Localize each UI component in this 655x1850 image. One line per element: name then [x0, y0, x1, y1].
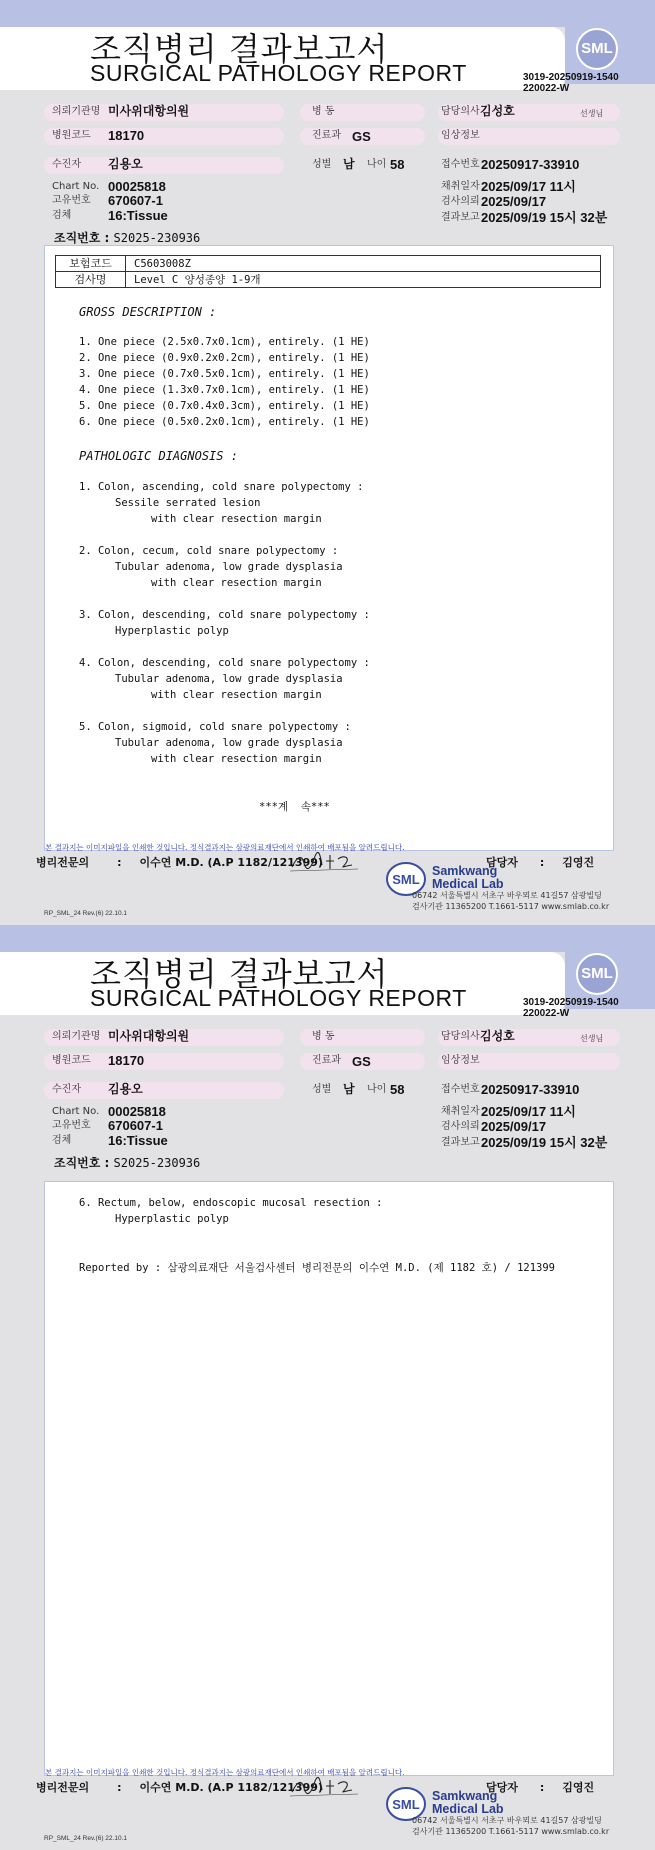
collect-label: 채취일자: [441, 1106, 480, 1117]
header-band: [0, 0, 655, 27]
age-value: 58: [390, 1082, 405, 1097]
test-name-value: Level C 양성종양 1-9개: [126, 272, 601, 288]
diagnosis-line: 6. Rectum, below, endoscopic mucosal resection :: [79, 1197, 383, 1209]
print-notice: 본 결과지는 이미지파일을 인쇄한 것입니다. 정식결과지는 삼광의료재단에서 인쇄하여 배포됨을 알려드립니다.: [45, 1768, 405, 1777]
pathologist-row: [36, 854, 323, 870]
institution-label: 의뢰기관명: [52, 106, 101, 117]
hospital-code-label: 병원코드: [52, 130, 91, 141]
specimen-value: 16:Tissue: [108, 1133, 168, 1148]
diagnosis-line: 5. Colon, sigmoid, cold snare polypectomy :: [79, 721, 351, 733]
lab-address: [412, 1815, 609, 1837]
diagnosis-line: with clear resection margin: [151, 577, 322, 589]
insurance-code-label: 보험코드: [56, 256, 126, 272]
unique-value: 670607-1: [108, 1118, 163, 1133]
hospital-code-label: 병원코드: [52, 1055, 91, 1066]
table-row: [56, 256, 601, 272]
diagnosis-line: Tubular adenoma, low grade dysplasia: [115, 561, 343, 573]
request-label: 검사의뢰: [441, 1121, 480, 1132]
report-id: [523, 997, 619, 1019]
report-page-2: [0, 925, 655, 1850]
doctor-label: 담당의사: [441, 106, 480, 117]
chart-value: 00025818: [108, 179, 166, 194]
pathologist-value: 이수연 M.D. (A.P 1182/121399): [139, 856, 323, 869]
dept-value: GS: [352, 1054, 371, 1069]
dept-label: 진료과: [312, 1055, 341, 1066]
pathologist-value: 이수연 M.D. (A.P 1182/121399): [139, 1781, 323, 1794]
sex-value: 남: [343, 157, 355, 171]
recipient-label: 수진자: [52, 1084, 81, 1095]
diagnosis-line: with clear resection margin: [151, 689, 322, 701]
clinical-label: 임상정보: [441, 130, 480, 141]
request-value: 2025/09/17: [481, 1119, 547, 1134]
collect-value: 2025/09/17 11시: [481, 179, 576, 194]
manager-value: 김영진: [562, 1781, 595, 1794]
doctor-value: 김성호: [480, 104, 515, 118]
manager-label: 담당자: [486, 856, 518, 869]
gross-title: GROSS DESCRIPTION :: [79, 305, 217, 319]
lab-name-line-1: Samkwang: [432, 864, 498, 878]
receipt-label: 접수번호: [441, 1084, 480, 1095]
dept-value: GS: [352, 129, 371, 144]
dept-label: 진료과: [312, 130, 341, 141]
sex-value: 남: [343, 1082, 355, 1096]
recipient-value: 김용오: [108, 157, 143, 171]
recipient-value: 김용오: [108, 1082, 143, 1096]
signature-icon: [288, 849, 360, 875]
header-band: [0, 925, 655, 952]
lab-address: [412, 890, 609, 912]
lab-name-line-2: Medical Lab: [432, 877, 504, 891]
lab-name: [432, 865, 504, 891]
collect-label: 채취일자: [441, 181, 480, 192]
pathologist-label: 병리전문의: [36, 1781, 90, 1794]
reported-by: Reported by : 삼광의료재단 서울검사센터 병리전문의 이수연 M.D. (제 1182 호) / 121399: [79, 1262, 556, 1274]
pathologist-label: 병리전문의: [36, 856, 90, 869]
report-id-line-2: 220022-W: [523, 1008, 570, 1019]
tissue-number: [54, 229, 200, 246]
request-value: 2025/09/17: [481, 194, 547, 209]
title-english: SURGICAL PATHOLOGY REPORT: [90, 985, 467, 1011]
specimen-label: 검체: [52, 1135, 72, 1146]
insurance-table: [55, 255, 601, 288]
age-value: 58: [390, 157, 405, 172]
gross-item: 4. One piece (1.3x0.7x0.1cm), entirely. (1 HE): [79, 384, 370, 396]
institution-value: 미사위대항의원: [108, 104, 190, 118]
unique-label: 고유번호: [52, 195, 91, 206]
sml-logo-icon: SML: [576, 953, 618, 995]
lab-name: [432, 1790, 504, 1816]
pathologist-row: [36, 1779, 323, 1795]
manager-colon: :: [539, 856, 545, 869]
report-id-line-1: 3019-20250919-1540: [523, 72, 619, 83]
lab-logo-text: SML: [392, 1797, 420, 1812]
report-id-line-1: 3019-20250919-1540: [523, 997, 619, 1008]
manager-label: 담당자: [486, 1781, 518, 1794]
diagnosis-line: Sessile serrated lesion: [115, 497, 261, 509]
content-area: [44, 1181, 614, 1701]
institution-label: 의뢰기관명: [52, 1031, 101, 1042]
chart-label: Chart No.: [52, 1106, 100, 1117]
pathologist-colon: :: [117, 1781, 122, 1794]
unique-value: 670607-1: [108, 193, 163, 208]
tissue-number-value: S2025-230936: [113, 231, 201, 245]
receipt-value: 20250917-33910: [481, 157, 580, 172]
gross-item: 6. One piece (0.5x0.2x0.1cm), entirely. (1 HE): [79, 416, 370, 428]
title-english: SURGICAL PATHOLOGY REPORT: [90, 60, 467, 86]
diagnosis-line: Tubular adenoma, low grade dysplasia: [115, 673, 343, 685]
lab-name-line-2: Medical Lab: [432, 1802, 504, 1816]
specimen-value: 16:Tissue: [108, 208, 168, 223]
tissue-number: [54, 1154, 200, 1171]
doctor-suffix: 선생님: [580, 109, 604, 118]
sml-logo-icon: SML: [576, 28, 618, 70]
gross-item: 5. One piece (0.7x0.4x0.3cm), entirely. (1 HE): [79, 400, 370, 412]
ward-label: 병 동: [312, 106, 335, 117]
insurance-code-value: C5603008Z: [126, 256, 601, 272]
doctor-label: 담당의사: [441, 1031, 480, 1042]
collect-value: 2025/09/17 11시: [481, 1104, 576, 1119]
manager-colon: :: [539, 1781, 545, 1794]
result-value: 2025/09/19 15시 32분: [481, 1135, 608, 1150]
report-id: [523, 72, 619, 94]
print-notice: 본 결과지는 이미지파일을 인쇄한 것입니다. 정식결과지는 삼광의료재단에서 인쇄하여 배포됨을 알려드립니다.: [45, 843, 405, 852]
sex-label: 성별: [312, 1084, 332, 1095]
chart-value: 00025818: [108, 1104, 166, 1119]
tissue-number-value: S2025-230936: [113, 1156, 201, 1170]
institution-value: 미사위대항의원: [108, 1029, 190, 1043]
sex-label: 성별: [312, 159, 332, 170]
clinical-label: 임상정보: [441, 1055, 480, 1066]
tissue-number-label: 조직번호 :: [54, 231, 110, 245]
form-code: RP_SML_24 Rev.(6) 22.10.1: [44, 1835, 127, 1842]
signature-icon: [288, 1774, 360, 1800]
result-label: 결과보고: [441, 212, 480, 223]
title-korean: 조직병리 결과보고서: [90, 30, 389, 68]
unique-label: 고유번호: [52, 1120, 91, 1131]
manager-value: 김영진: [562, 856, 595, 869]
doctor-value: 김성호: [480, 1029, 515, 1043]
content-area-lower: [44, 1700, 614, 1776]
ward-label: 병 동: [312, 1031, 335, 1042]
lab-address-line-1: 06742 서울특별시 서초구 바우뫼로 41길57 삼광빌딩: [412, 891, 602, 900]
report-id-line-2: 220022-W: [523, 83, 570, 94]
recipient-label: 수진자: [52, 159, 81, 170]
result-label: 결과보고: [441, 1137, 480, 1148]
hospital-code-value: 18170: [108, 128, 145, 143]
lab-address-line-2: 검사기관 11365200 T.1661-5117 www.smlab.co.kr: [412, 1827, 610, 1836]
gross-item: 2. One piece (0.9x0.2x0.2cm), entirely. (1 HE): [79, 352, 370, 364]
gross-item: 1. One piece (2.5x0.7x0.1cm), entirely. (1 HE): [79, 336, 370, 348]
diagnosis-title: PATHOLOGIC DIAGNOSIS :: [79, 449, 238, 463]
result-value: 2025/09/19 15시 32분: [481, 210, 608, 225]
hospital-code-value: 18170: [108, 1053, 145, 1068]
lab-address-line-2: 검사기관 11365200 T.1661-5117 www.smlab.co.kr: [412, 902, 610, 911]
receipt-value: 20250917-33910: [481, 1082, 580, 1097]
receipt-label: 접수번호: [441, 159, 480, 170]
test-name-label: 검사명: [56, 272, 126, 288]
table-row: [56, 272, 601, 288]
diagnosis-line: Hyperplastic polyp: [115, 1213, 229, 1225]
lab-name-line-1: Samkwang: [432, 1789, 498, 1803]
diagnosis-line: with clear resection margin: [151, 753, 322, 765]
doctor-suffix: 선생님: [580, 1034, 604, 1043]
continued-marker: ***계 속***: [259, 801, 330, 813]
lab-address-line-1: 06742 서울특별시 서초구 바우뫼로 41길57 삼광빌딩: [412, 1816, 602, 1825]
diagnosis-line: 1. Colon, ascending, cold snare polypectomy :: [79, 481, 364, 493]
gross-item: 3. One piece (0.7x0.5x0.1cm), entirely. (1 HE): [79, 368, 370, 380]
pathologist-colon: :: [117, 856, 122, 869]
tissue-number-label: 조직번호 :: [54, 1156, 110, 1170]
age-label: 나이: [367, 1084, 387, 1095]
specimen-label: 검체: [52, 210, 72, 221]
form-code: RP_SML_24 Rev.(6) 22.10.1: [44, 910, 127, 917]
chart-label: Chart No.: [52, 181, 100, 192]
diagnosis-line: 4. Colon, descending, cold snare polypectomy :: [79, 657, 370, 669]
title-korean: 조직병리 결과보고서: [90, 955, 389, 993]
request-label: 검사의뢰: [441, 196, 480, 207]
diagnosis-line: Tubular adenoma, low grade dysplasia: [115, 737, 343, 749]
diagnosis-line: 3. Colon, descending, cold snare polypectomy :: [79, 609, 370, 621]
lab-logo-text: SML: [392, 872, 420, 887]
diagnosis-line: 2. Colon, cecum, cold snare polypectomy :: [79, 545, 339, 557]
diagnosis-line: with clear resection margin: [151, 513, 322, 525]
diagnosis-line: Hyperplastic polyp: [115, 625, 229, 637]
age-label: 나이: [367, 159, 387, 170]
